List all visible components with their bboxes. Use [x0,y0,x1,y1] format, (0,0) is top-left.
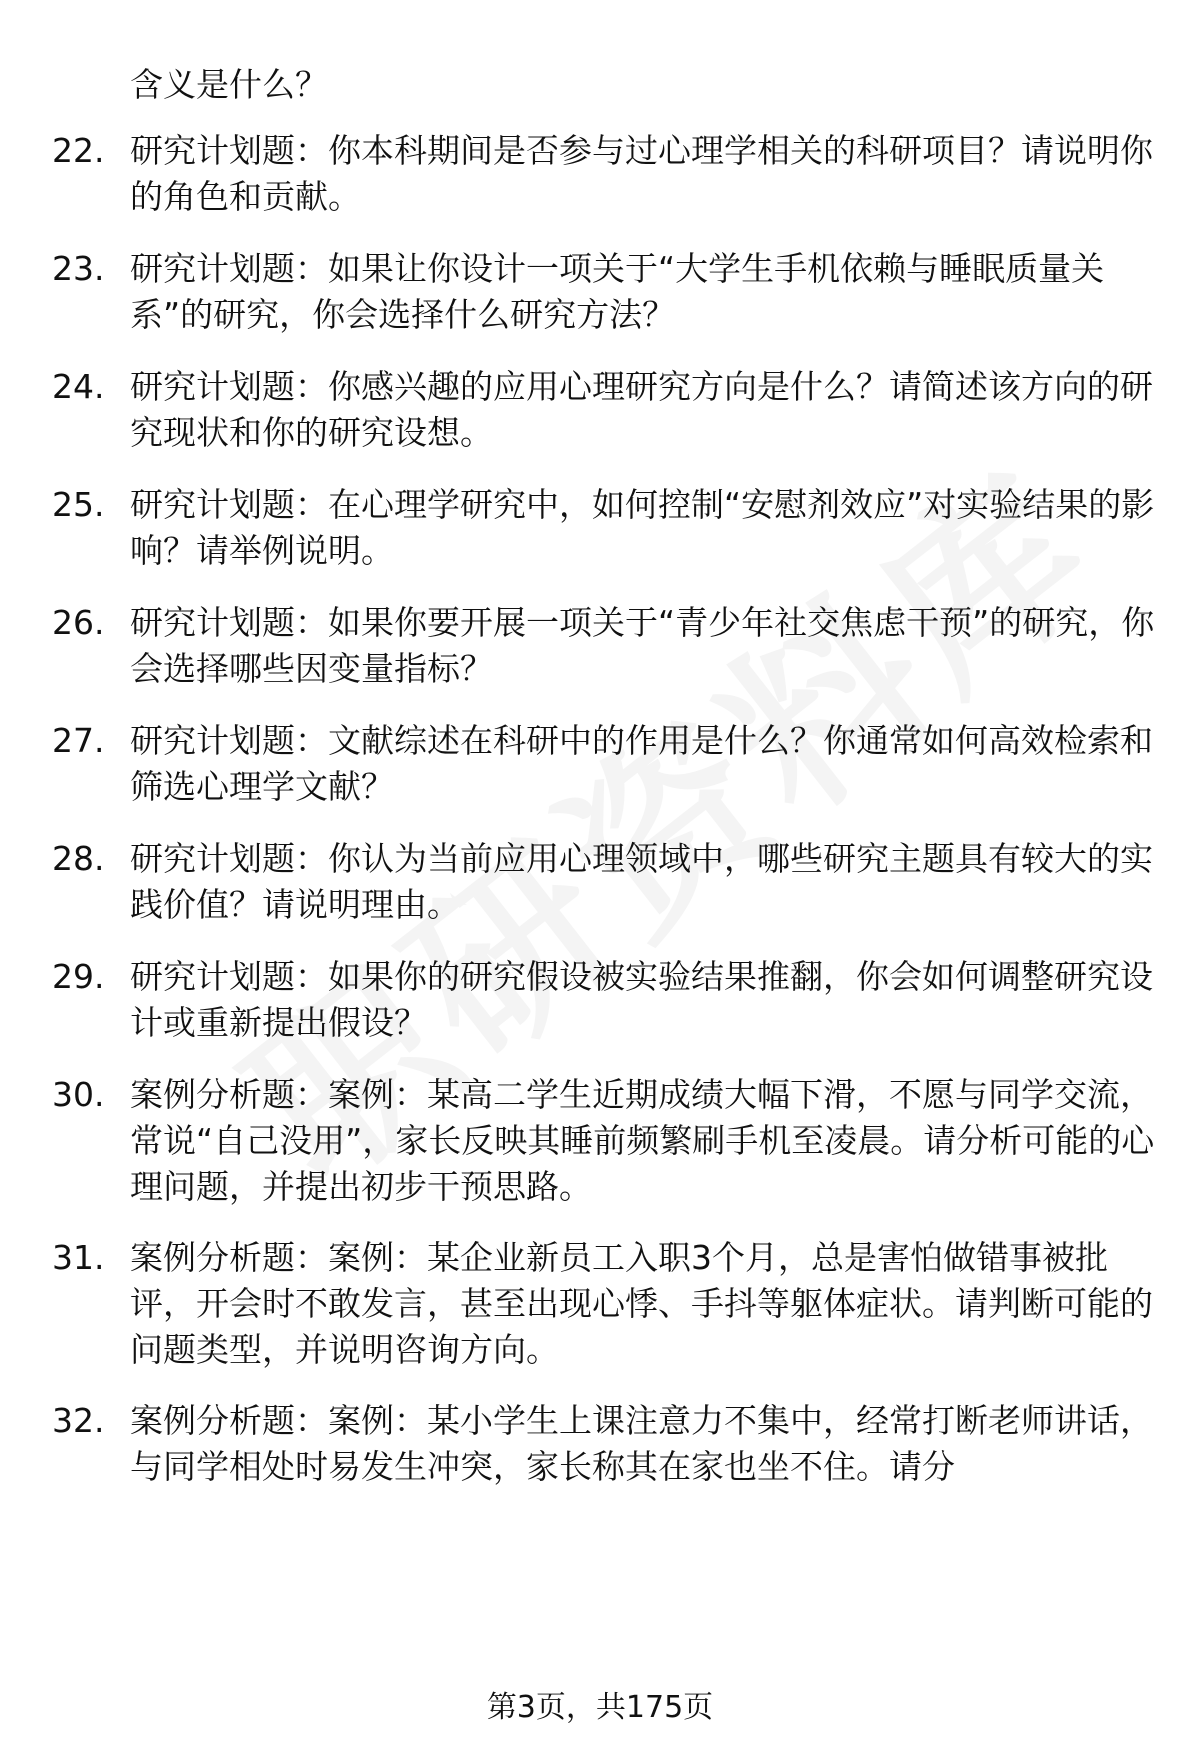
question-text: 案例分析题：案例：某企业新员工入职3个月，总是害怕做错事被批评，开会时不敢发言，甚至出现心悸、手抖等躯体症状。请判断可能的问题类型，并说明咨询方向。 [130,1238,1153,1369]
question-text: 研究计划题：文献综述在科研中的作用是什么？你通常如何高效检索和筛选心理学文献？ [130,721,1153,806]
question-text: 研究计划题：你感兴趣的应用心理研究方向是什么？请简述该方向的研究现状和你的研究设想。 [130,367,1153,452]
question-number: 23. [52,249,105,288]
question-number: 26. [52,603,105,642]
question-number: 30. [52,1075,105,1114]
question-text: 研究计划题：如果你的研究假设被实验结果推翻，你会如何调整研究设计或重新提出假设？ [130,957,1153,1042]
question-number: 24. [52,367,105,406]
question-number: 27. [52,721,105,760]
question-number: 22. [52,131,105,170]
question-text: 研究计划题：在心理学研究中，如何控制“安慰剂效应”对实验结果的影响？请举例说明。 [130,485,1155,570]
question-text: 案例分析题：案例：某小学生上课注意力不集中，经常打断老师讲话，与同学相处时易发生冲突，家长称其在家也坐不住。请分 [130,1401,1153,1486]
lead-text: 含义是什么？ [130,65,328,104]
question-number: 28. [52,839,105,878]
question-text: 研究计划题：你本科期间是否参与过心理学相关的科研项目？请说明你的角色和贡献。 [130,131,1153,216]
question-number: 29. [52,957,105,996]
question-number: 25. [52,485,105,524]
question-text: 研究计划题：你认为当前应用心理领域中，哪些研究主题具有较大的实践价值？请说明理由。 [130,839,1153,924]
question-number: 32. [52,1401,105,1440]
question-text: 研究计划题：如果让你设计一项关于“大学生手机依赖与睡眠质量关系”的研究，你会选择什么研究方法？ [130,249,1105,334]
question-number: 31. [52,1238,105,1277]
page-footer: 第3页，共175页 [486,1690,714,1725]
question-text: 案例分析题：案例：某高二学生近期成绩大幅下滑，不愿与同学交流，常说“自己没用”，家长反映其睡前频繁刷手机至凌晨。请分析可能的心理问题，并提出初步干预思路。 [130,1075,1155,1206]
question-text: 研究计划题：如果你要开展一项关于“青少年社交焦虑干预”的研究，你会选择哪些因变量指标？ [130,603,1155,688]
